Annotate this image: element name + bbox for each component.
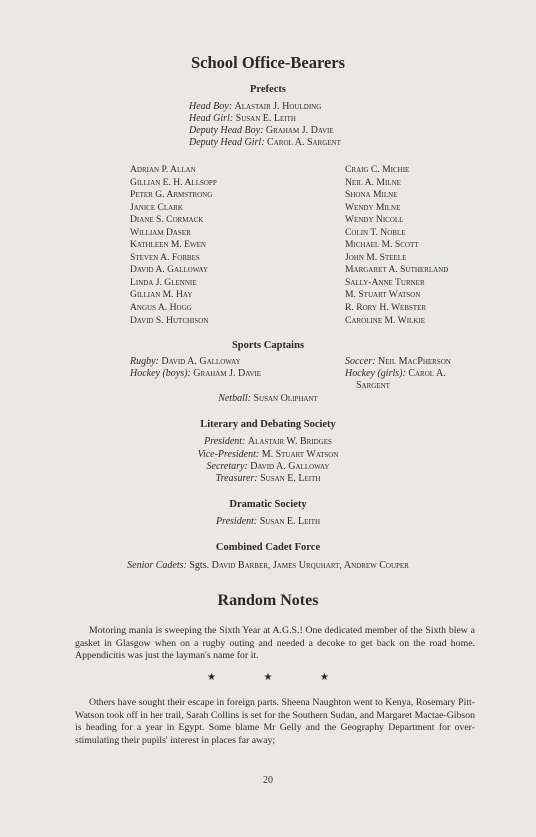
- prefect-name: Shona Milne: [345, 189, 398, 201]
- prefect-name: Gillian E. H. Allsopp: [130, 176, 217, 188]
- prefects-right-column: [345, 164, 448, 327]
- officer-role: Deputy Head Boy:: [189, 125, 264, 136]
- prefect-name: Angus A. Hogg: [130, 302, 192, 314]
- cadets-names: David Barber, James Urquhart, Andrew Couper: [211, 560, 409, 571]
- star-icon: ★: [263, 672, 273, 683]
- prefect-name: Steven A. Forbes: [130, 251, 200, 263]
- sports-rugby-line: [130, 356, 241, 367]
- officer-role: Head Girl:: [189, 113, 234, 124]
- sport-role: Soccer:: [345, 356, 376, 367]
- prefect-name: R. Rory H. Webster: [345, 302, 427, 314]
- sports-netball-line: [0, 393, 536, 404]
- literary-heading: Literary and Debating Society: [200, 419, 336, 430]
- sport-name: Susan Oliphant: [253, 393, 318, 404]
- sport-role: Rugby:: [130, 356, 159, 367]
- prefect-name: Craig C. Michie: [345, 164, 410, 175]
- cadets-role: Senior Cadets:: [127, 560, 187, 571]
- random-notes-title: Random Notes: [217, 592, 319, 609]
- prefect-name: Michael M. Scott: [345, 239, 419, 251]
- prefect-name: Caroline M. Wilkie: [345, 314, 425, 326]
- prefect-name: John M. Steele: [345, 251, 407, 263]
- officer-name: Susan E. Leith: [235, 113, 296, 124]
- prefect-name: Wendy Milne: [345, 201, 401, 213]
- prefect-name: Colin T. Noble: [345, 226, 406, 238]
- sport-name: Neil MacPherson: [378, 356, 451, 367]
- officer-name: M. Stuart Watson: [261, 449, 339, 460]
- prefect-name: Janice Clark: [130, 201, 183, 213]
- officer-role: Head Boy:: [189, 101, 233, 112]
- officer-name: Susan E. Leith: [260, 473, 321, 484]
- prefect-name: David A. Galloway: [130, 264, 209, 276]
- officer-line-deputy-head-boy: [189, 125, 334, 136]
- prefects-left-column: [130, 164, 217, 327]
- sports-hockey-girls-line: [345, 368, 446, 379]
- star-icon: ★: [320, 672, 329, 683]
- prefect-name: Peter G. Armstrong: [130, 189, 213, 201]
- literary-president-line: [0, 436, 536, 447]
- paragraph-2: Others have sought their escape in foreign parts. Sheena Naughton went to Kenya, Rosemary Pitt-Watson took off in her trail, Sarah Collins is set for the Southern Sudan, and Margaret Mactae-Gibson is heading for a year in Egypt. Some blame Mr Gelly and the Geography Department for over-stimulating their pupils' interest in places far away;: [75, 697, 475, 746]
- sport-role: Netball:: [218, 393, 251, 404]
- officer-role: Secretary:: [206, 461, 248, 472]
- sport-name: David A. Galloway: [161, 356, 241, 367]
- star-icon: ★: [207, 672, 216, 683]
- page-number: 20: [263, 775, 273, 786]
- cadets-heading: Combined Cadet Force: [215, 542, 321, 553]
- officer-line-head-girl: [189, 113, 296, 124]
- officer-name: Graham J. Davie: [265, 125, 334, 136]
- page-title: School Office-Bearers: [190, 53, 346, 72]
- prefect-name: Adrian P. Allan: [130, 164, 196, 175]
- prefect-name: Margaret A. Sutherland: [345, 264, 449, 276]
- sport-role: Hockey (boys):: [130, 368, 191, 379]
- sport-name: Carol A.: [408, 368, 446, 379]
- prefect-name: Wendy Nicoll: [345, 214, 404, 226]
- officer-line-head-boy: [189, 101, 321, 112]
- officer-role: Deputy Head Girl:: [189, 137, 265, 148]
- prefect-name: Diane S. Cormack: [130, 214, 204, 226]
- officer-role: President:: [215, 516, 258, 527]
- prefect-name: Gillian M. Hay: [130, 289, 193, 301]
- prefect-name: Kathleen M. Ewen: [130, 239, 206, 251]
- literary-secretary-line: [0, 461, 536, 472]
- section-separator: [0, 672, 536, 683]
- officer-role: President:: [204, 436, 246, 447]
- prefect-name: Sally-Anne Turner: [345, 276, 425, 288]
- sport-name-continued: Sargent: [356, 380, 390, 391]
- prefect-name: Linda J. Glennie: [130, 276, 197, 288]
- prefect-name: Neil A. Milne: [345, 176, 401, 188]
- prefect-name: David S. Hutchison: [130, 314, 209, 326]
- officer-name: Carol A. Sargent: [267, 137, 341, 148]
- dramatic-heading: Dramatic Society: [229, 499, 307, 510]
- officer-role: Treasurer:: [215, 473, 258, 484]
- officer-name: Alastair W. Bridges: [247, 436, 332, 447]
- dramatic-president-line: [0, 516, 536, 527]
- sports-hockey-boys-line: [130, 368, 261, 379]
- officer-line-deputy-head-girl: [189, 137, 341, 148]
- literary-vice-president-line: [0, 449, 536, 460]
- sports-soccer-line: [345, 356, 451, 367]
- officer-name: David A. Galloway: [250, 461, 330, 472]
- prefect-name: William Daser: [130, 226, 191, 238]
- officer-name: Susan E. Leith: [259, 516, 321, 527]
- prefects-heading: Prefects: [250, 84, 286, 95]
- prefect-name: M. Stuart Watson: [345, 289, 421, 301]
- literary-treasurer-line: [0, 473, 536, 484]
- sport-role: Hockey (girls):: [345, 368, 406, 379]
- cadets-prefix: Sgts.: [189, 560, 210, 571]
- officer-role: Vice-President:: [197, 449, 260, 460]
- sport-name: Graham J. Davie: [193, 368, 262, 379]
- sports-heading: Sports Captains: [231, 340, 305, 351]
- cadets-line: [0, 560, 536, 571]
- officer-name: Alastair J. Houlding: [234, 101, 322, 112]
- paragraph-1: Motoring mania is sweeping the Sixth Year at A.G.S.! One dedicated member of the Sixth blew a gasket in Glasgow when on a rugby outing and needed a decoke to get back on the road home. Appendicitis was just the layman's name for it.: [75, 625, 475, 661]
